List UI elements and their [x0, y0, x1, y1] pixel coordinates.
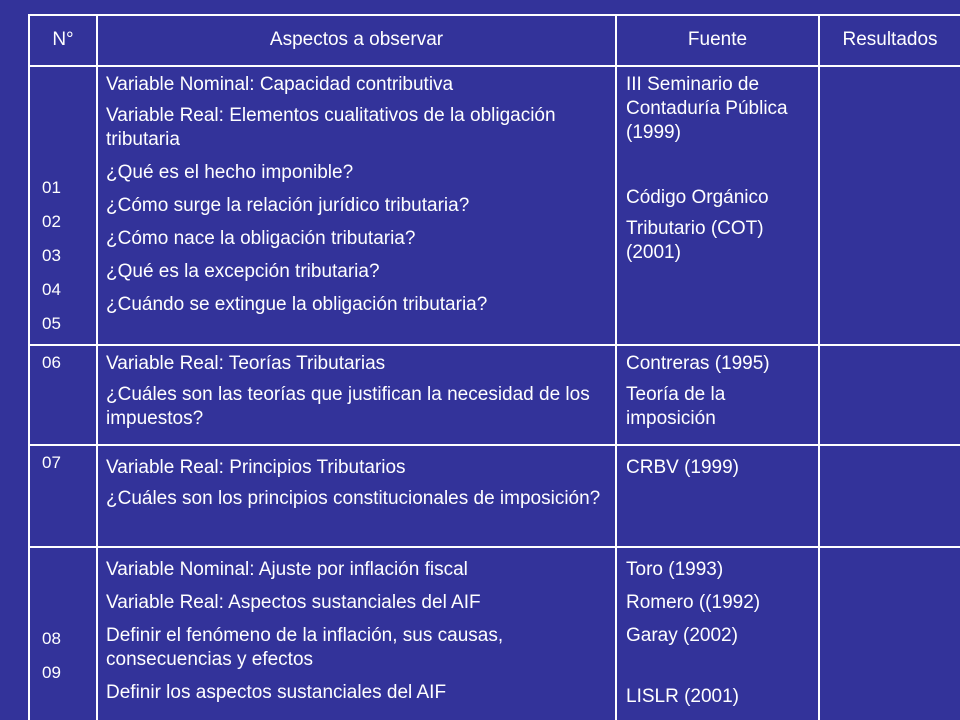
source-item: CRBV (1999) [626, 457, 739, 478]
aspect-item: ¿Qué es el hecho imponible? [106, 162, 354, 183]
aspect-item: Variable Real: Teorías Tributarias [106, 353, 386, 374]
row-number: 03 [42, 246, 61, 265]
row-divider [28, 546, 960, 548]
source-item: Contreras (1995) [626, 353, 770, 374]
source-item: Garay (2002) [626, 625, 738, 646]
row-number: 02 [42, 212, 61, 231]
row-number: 05 [42, 314, 61, 333]
row-2-numbers [42, 346, 92, 380]
aspect-item: ¿Cuáles son los principios constitucionales de imposición? [106, 488, 601, 509]
row-divider [28, 65, 960, 67]
aspect-item: Variable Nominal: Capacidad contributiva [106, 74, 454, 95]
row-number: 07 [42, 453, 61, 472]
aspect-item: ¿Qué es la excepción tributaria? [106, 261, 380, 282]
header-source: Fuente [687, 29, 748, 50]
aspect-item: ¿Cuáles son las teorías que justifican la necesidad de los impuestos? [106, 384, 590, 429]
source-item: Romero ((1992) [626, 592, 761, 613]
row-3-numbers [42, 446, 92, 480]
aspect-item: Variable Real: Aspectos sustanciales del AIF [106, 592, 481, 613]
source-item: Teoría de la imposición [626, 384, 726, 429]
row-divider [28, 444, 960, 446]
aspect-item: ¿Cuándo se extingue la obligación tributaria? [106, 294, 488, 315]
source-item: Tributario (COT) (2001) [626, 218, 764, 263]
column-divider [818, 14, 820, 720]
aspect-item: Definir los aspectos sustanciales del AIF [106, 682, 447, 703]
aspect-item: Variable Real: Elementos cualitativos de la obligación tributaria [106, 105, 556, 150]
row-4-numbers [42, 622, 92, 690]
row-1-numbers [42, 171, 92, 341]
row-divider [28, 14, 960, 16]
source-item: Código Orgánico [626, 187, 769, 208]
row-2-sources [626, 352, 814, 431]
source-item: III Seminario de Contaduría Pública (1999) [626, 74, 788, 143]
row-number: 01 [42, 178, 61, 197]
row-4-sources [626, 558, 814, 709]
column-divider [96, 14, 98, 720]
source-item: LISLR (2001) [626, 686, 740, 707]
aspect-item: Variable Nominal: Ajuste por inflación fiscal [106, 559, 468, 580]
aspect-item: ¿Cómo nace la obligación tributaria? [106, 228, 416, 249]
row-1-sources [626, 73, 814, 265]
row-3-sources [626, 456, 814, 480]
row-1-aspects [106, 73, 611, 317]
aspect-item: Definir el fenómeno de la inflación, sus causas, consecuencias y efectos [106, 625, 504, 670]
source-item: Toro (1993) [626, 559, 724, 580]
row-number: 09 [42, 663, 61, 682]
row-number: 08 [42, 629, 61, 648]
row-3-aspects [106, 456, 611, 511]
row-2-aspects [106, 352, 611, 431]
row-number: 04 [42, 280, 61, 299]
row-number: 06 [42, 353, 61, 372]
column-divider [615, 14, 617, 720]
aspect-item: ¿Cómo surge la relación jurídico tributaria? [106, 195, 470, 216]
row-4-aspects [106, 558, 611, 705]
header-results: Resultados [842, 29, 938, 50]
header-num: N° [52, 29, 74, 50]
row-divider [28, 344, 960, 346]
aspect-item: Variable Real: Principios Tributarios [106, 457, 406, 478]
column-divider [28, 14, 30, 720]
header-aspects: Aspectos a observar [269, 29, 444, 50]
